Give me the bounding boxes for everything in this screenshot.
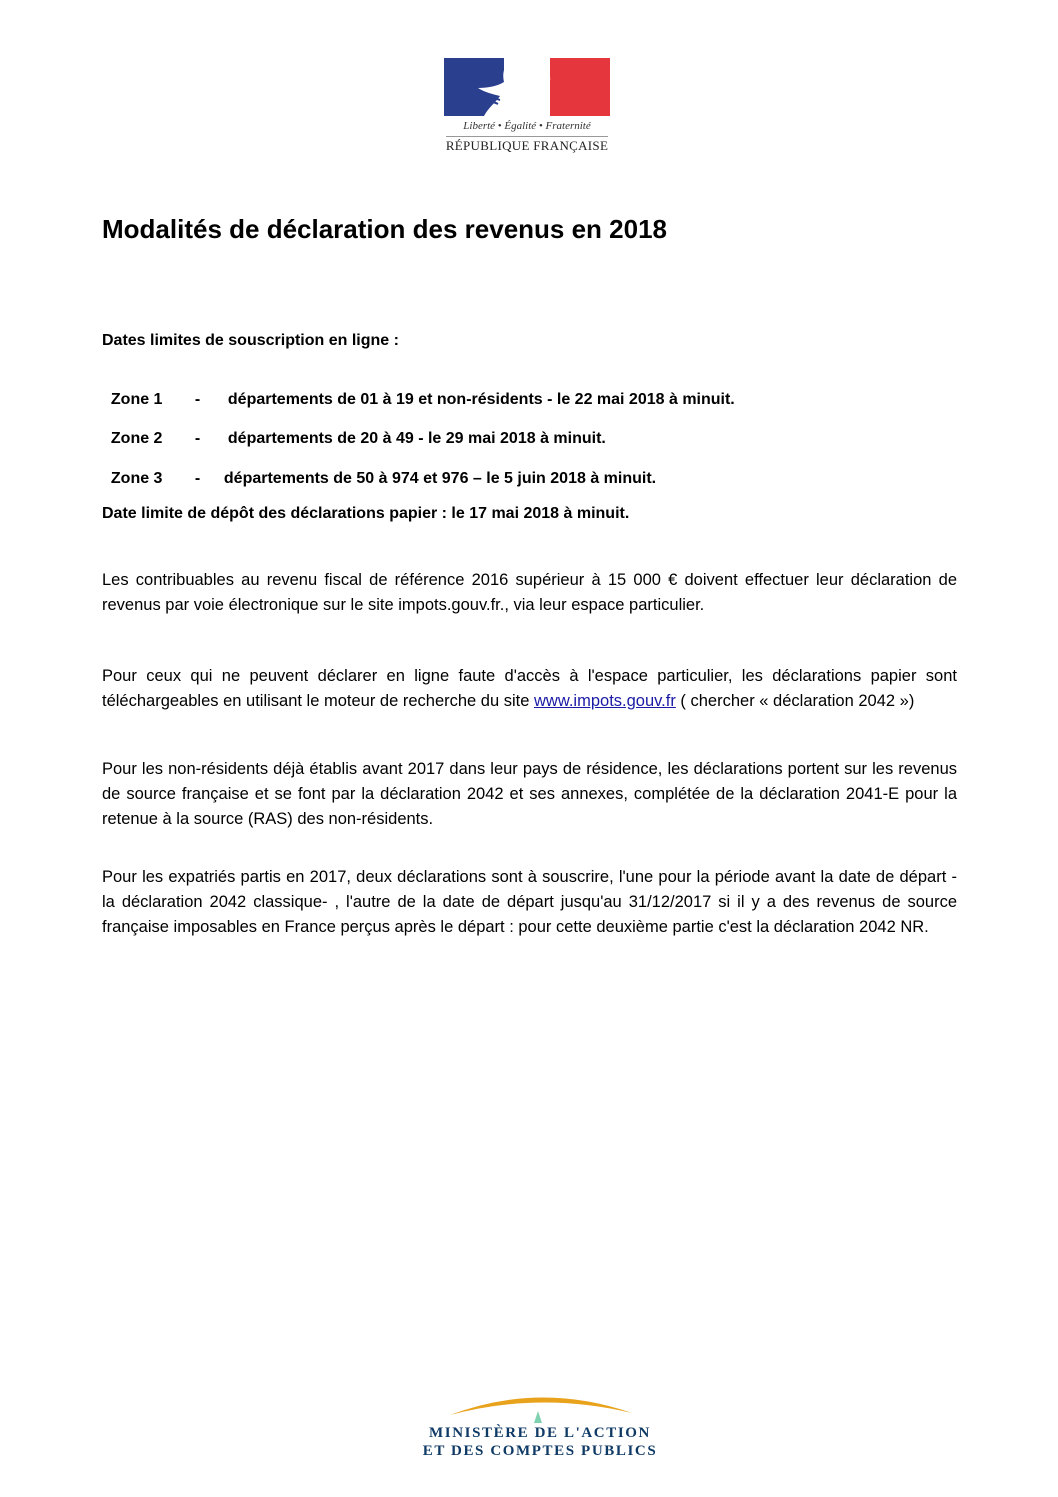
zone-text: départements de 20 à 49 - le 29 mai 2018 à minuit. — [227, 430, 606, 447]
republic-name: RÉPUBLIQUE FRANÇAISE — [445, 138, 609, 153]
zone-dash: - — [194, 391, 201, 408]
paragraph-expatriates: Pour les expatriés partis en 2017, deux déclarations sont à souscrire, l'une pour la période avant la date de départ - la déclaration 2042 classique- , l'autre de la date de départ jusqu'au 31/12/2017 si il y a des revenus de source française imposables en France perçus après le départ : pour cette deuxième partie c'est la déclaration 2042 NR. — [102, 868, 957, 936]
zone-text: départements de 01 à 19 et non-résidents - le 22 mai 2018 à minuit. — [227, 391, 735, 408]
online-deadlines-heading: Dates limites de souscription en ligne : — [102, 332, 399, 349]
page-title: Modalités de déclaration des revenus en 2018 — [102, 214, 668, 244]
zone-row — [102, 452, 656, 488]
ministry-logo — [410, 1385, 670, 1475]
impots-link[interactable]: www.impots.gouv.fr — [534, 692, 676, 710]
zone-dash: - — [194, 430, 201, 447]
zone-label: Zone 2 — [110, 430, 163, 447]
paragraph-non-residents: Pour les non-résidents déjà établis avant 2017 dans leur pays de résidence, les déclarations portent sur les revenus de source française et se font par la déclaration 2042 et ses annexes, complétée de la déclaration 2041-E pour la retenue à la source (RAS) des non-résidents. — [102, 760, 957, 828]
paragraph-text: ( chercher « déclaration 2042 ») — [675, 692, 915, 710]
zone-label: Zone 1 — [110, 391, 163, 408]
republique-francaise-logo — [444, 58, 610, 158]
ministry-arc-logo-icon — [410, 1385, 670, 1425]
zone-row — [102, 373, 735, 409]
zone-row — [102, 412, 606, 448]
logo-divider — [446, 136, 608, 137]
paragraph-paper-forms — [102, 664, 957, 714]
zone-dash: - — [194, 470, 201, 487]
ministry-name-line2: ET DES COMPTES PUBLICS — [422, 1443, 658, 1459]
marianne-flag-logo-icon — [444, 58, 610, 116]
republic-motto: Liberté • Égalité • Fraternité — [463, 120, 591, 132]
paragraph-online-obligation: Les contribuables au revenu fiscal de référence 2016 supérieur à 15 000 € doivent effectuer leur déclaration de revenus par voie électronique sur le site impots.gouv.fr., via leur espace particulier. — [102, 571, 957, 614]
zone-label: Zone 3 — [110, 470, 163, 487]
ministry-name-line1: MINISTÈRE DE L'ACTION — [429, 1425, 651, 1441]
paragraph-text: Pour ceux qui ne peuvent déclarer en ligne faute d'accès à l'espace particulier, les déclarations papier sont téléchargeables en utilisant le moteur de recherche du site — [102, 667, 957, 710]
paper-deadline: Date limite de dépôt des déclarations papier : le 17 mai 2018 à minuit. — [102, 505, 630, 522]
zone-text: départements de 50 à 974 et 976 – le 5 juin 2018 à minuit. — [223, 470, 657, 487]
